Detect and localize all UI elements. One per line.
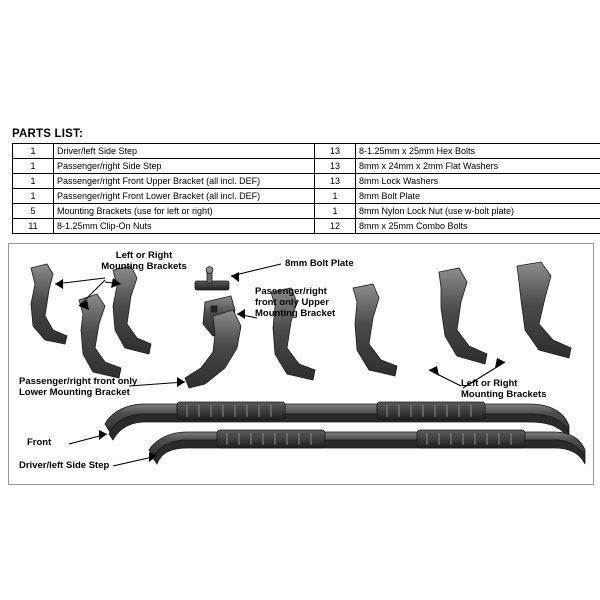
parts-list-section xyxy=(12,128,588,234)
table-row xyxy=(13,159,600,174)
table-row xyxy=(13,219,600,234)
row-desc-left: Passenger/right Front Upper Bracket (all incl. DEF) xyxy=(54,174,315,189)
bracket-shape xyxy=(31,264,67,344)
row-desc-right: 8mm x 24mm x 2mm Flat Washers xyxy=(356,159,600,174)
row-qty-right: 13 xyxy=(315,144,356,159)
callout-driver-left-side-step xyxy=(19,460,159,471)
row-qty-left: 1 xyxy=(13,174,54,189)
parts-list-title: PARTS LIST: xyxy=(12,128,83,140)
callout-line: Passenger/right xyxy=(255,286,327,297)
bracket-shape xyxy=(113,266,151,354)
row-qty-right: 13 xyxy=(315,174,356,189)
callout-line: 8mm Bolt Plate xyxy=(285,258,354,269)
parts-illustration xyxy=(8,243,594,485)
callout-line: front only Upper xyxy=(255,297,329,308)
callout-line: Mounting Bracket xyxy=(255,308,336,319)
callout-line: Lower Mounting Bracket xyxy=(19,387,130,398)
row-desc-left: Driver/left Side Step xyxy=(54,144,315,159)
side-step-bar xyxy=(149,430,585,464)
callout-left-or-right-mounting-brackets-right xyxy=(461,378,587,400)
callout-bolt-plate xyxy=(285,258,395,269)
row-qty-left: 1 xyxy=(13,144,54,159)
row-desc-left: Mounting Brackets (use for left or right) xyxy=(54,204,315,219)
callout-line: Left or Right xyxy=(115,250,173,261)
row-qty-right: 1 xyxy=(315,204,356,219)
bracket-shape xyxy=(439,268,487,364)
row-desc-right: 8mm Bolt Plate xyxy=(356,189,600,204)
row-qty-right: 12 xyxy=(315,219,356,234)
illustration-artwork xyxy=(9,244,593,484)
callout-line: Left or Right xyxy=(461,378,518,389)
row-qty-left: 5 xyxy=(13,204,54,219)
row-qty-left: 1 xyxy=(13,159,54,174)
callout-front xyxy=(27,437,87,448)
row-desc-left: 8-1.25mm Clip-On Nuts xyxy=(54,219,315,234)
table-row xyxy=(13,189,600,204)
bracket-shape xyxy=(517,262,571,358)
callout-lower-mounting-bracket xyxy=(19,376,175,398)
callout-line: Front xyxy=(27,437,52,448)
row-desc-right: 8-1.25mm x 25mm Hex Bolts xyxy=(356,144,600,159)
row-qty-left: 1 xyxy=(13,189,54,204)
callout-upper-mounting-bracket xyxy=(255,286,375,319)
row-desc-right: 8mm x 25mm Combo Bolts xyxy=(356,219,600,234)
table-row xyxy=(13,144,600,159)
row-desc-right: 8mm Lock Washers xyxy=(356,174,600,189)
row-desc-right: 8mm Nylon Lock Nut (use w-bolt plate) xyxy=(356,204,600,219)
callout-line: Mounting Brackets xyxy=(101,261,187,272)
callout-left-or-right-mounting-brackets-top xyxy=(81,250,207,272)
table-row xyxy=(13,204,600,219)
row-desc-left: Passenger/right Side Step xyxy=(54,159,315,174)
callout-line: Driver/left Side Step xyxy=(19,460,110,471)
table-row xyxy=(13,174,600,189)
row-qty-right: 13 xyxy=(315,159,356,174)
callout-line: Passenger/right front only xyxy=(19,376,138,387)
parts-list-table xyxy=(12,143,600,234)
row-qty-right: 1 xyxy=(315,189,356,204)
callout-line: Mounting Brackets xyxy=(461,389,547,400)
row-qty-left: 11 xyxy=(13,219,54,234)
row-desc-left: Passenger/right Front Lower Bracket (all incl. DEF) xyxy=(54,189,315,204)
